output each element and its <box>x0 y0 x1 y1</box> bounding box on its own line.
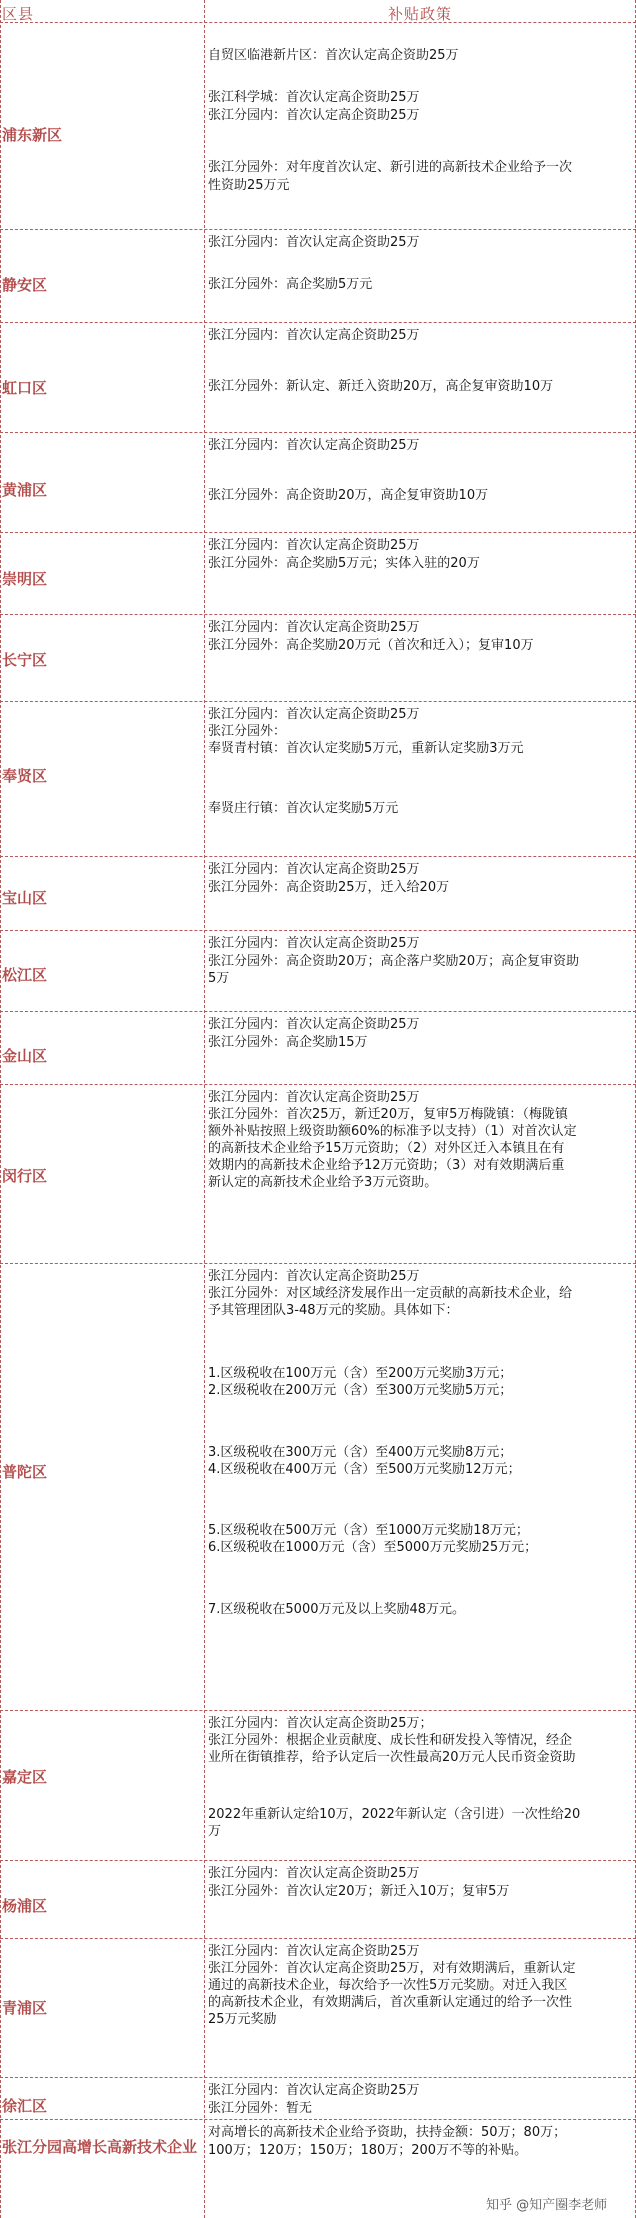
header-policy: 补贴政策 <box>388 5 453 23</box>
policy-line: 5万 <box>208 971 230 986</box>
table-row <box>0 1939 636 2078</box>
table-row <box>0 2078 636 2120</box>
district-name: 长宁区 <box>2 651 48 669</box>
district-name: 奉贤区 <box>2 767 48 785</box>
table-row <box>0 857 636 931</box>
policy-line: 张江分园内：首次认定高企资助25万 <box>208 2083 420 2098</box>
policy-line: 张江分园外：首次认定20万；新迁入10万；复审5万 <box>208 1884 510 1899</box>
policy-line: 7.区级税收在5000万元及以上奖励48万元。 <box>208 1602 466 1617</box>
table-row <box>0 433 636 533</box>
policy-line: 的高新技术企业，有效期满后，首次重新认定通过的给予一次性 <box>208 1995 573 2010</box>
district-name: 嘉定区 <box>2 1768 48 1786</box>
policy-line: 奉贤青村镇：首次认定奖励5万元，重新认定奖励3万元 <box>208 741 524 756</box>
policy-line: 奉贤庄行镇：首次认定奖励5万元 <box>208 801 399 816</box>
table-row <box>0 533 636 615</box>
district-name: 金山区 <box>2 1047 48 1065</box>
policy-line: 2.区级税收在200万元（含）至300万元奖励5万元； <box>208 1383 513 1398</box>
policy-line: 张江分园内：首次认定高企资助25万 <box>208 108 420 123</box>
policy-line: 张江分园外：高企奖励20万元（首次和迁入）；复审10万 <box>208 638 534 653</box>
policy-line: 新认定的高新技术企业给予3万元资助。 <box>208 1175 438 1190</box>
table-row <box>0 1711 636 1861</box>
policy-line: 予其管理团队3-48万元的奖励。具体如下： <box>208 1303 459 1318</box>
header-district: 区县 <box>2 5 35 23</box>
district-name: 松江区 <box>2 966 48 984</box>
column-divider <box>204 0 205 2218</box>
district-name: 张江分园高增长高新技术企业 <box>2 2138 198 2156</box>
policy-line: 张江分园内：首次认定高企资助25万 <box>208 707 420 722</box>
policy-line: 张江分园内：首次认定高企资助25万 <box>208 1269 420 1284</box>
policy-line: 张江分园内：首次认定高企资助25万 <box>208 438 420 453</box>
policy-line: 3.区级税收在300万元（含）至400万元奖励8万元； <box>208 1445 513 1460</box>
policy-line: 张江分园内：首次认定高企资助25万 <box>208 328 420 343</box>
table-row <box>0 22 636 230</box>
policy-line: 万 <box>208 1824 222 1839</box>
policy-line: 张江分园外：高企资助20万，高企复审资助10万 <box>208 488 489 503</box>
policy-line: 张江分园外：首次认定高企资助25万，对有效期满后，重新认定 <box>208 1961 576 1976</box>
policy-line: 张江分园外：根据企业贡献度、成长性和研发投入等情况，经企 <box>208 1733 573 1748</box>
district-name: 徐汇区 <box>2 2097 48 2115</box>
district-name: 崇明区 <box>2 570 48 588</box>
policy-line: 张江分园内：首次认定高企资助25万 <box>208 235 420 250</box>
district-name: 静安区 <box>2 276 48 294</box>
policy-line: 张江科学城：首次认定高企资助25万 <box>208 90 420 105</box>
table-row <box>0 1085 636 1264</box>
policy-line: 张江分园内：首次认定高企资助25万 <box>208 1090 420 1105</box>
policy-line: 张江分园外：高企奖励5万元 <box>208 277 373 292</box>
policy-line: 张江分园外：暂无 <box>208 2101 313 2116</box>
policy-line: 张江分园内：首次认定高企资助25万 <box>208 538 420 553</box>
policy-line: 自贸区临港新片区：首次认定高企资助25万 <box>208 48 459 63</box>
policy-line: 效期内的高新技术企业给予12万元资助；（3）对有效期满后重 <box>208 1158 565 1173</box>
policy-line: 张江分园外：高企奖励5万元；实体入驻的20万 <box>208 556 480 571</box>
policy-line: 性资助25万元 <box>208 178 290 193</box>
policy-line: 1.区级税收在100万元（含）至200万元奖励3万元； <box>208 1366 513 1381</box>
policy-line: 4.区级税收在400万元（含）至500万元奖励12万元； <box>208 1462 521 1477</box>
policy-line: 张江分园外：首次25万，新迁20万，复审5万梅陇镇：（梅陇镇 <box>208 1107 568 1122</box>
policy-line: 张江分园外：高企奖励15万 <box>208 1035 368 1050</box>
policy-line: 张江分园内：首次认定高企资助25万 <box>208 620 420 635</box>
policy-line: 5.区级税收在500万元（含）至1000万元奖励18万元； <box>208 1523 529 1538</box>
district-name: 杨浦区 <box>2 1897 48 1915</box>
policy-line: 通过的高新技术企业，每次给予一次性5万元奖励。对迁入我区 <box>208 1978 568 1993</box>
policy-line: 张江分园内：首次认定高企资助25万 <box>208 1944 420 1959</box>
policy-line: 额外补贴按照上级资助额60%的标准予以支持）（1）对首次认定 <box>208 1124 577 1139</box>
policy-line: 业所在街镇推荐，给予认定后一次性最高20万元人民币资金资助 <box>208 1750 576 1765</box>
policy-line: 张江分园外：高企资助20万；高企落户奖励20万；高企复审资助 <box>208 954 580 969</box>
policy-line: 张江分园内：首次认定高企资助25万 <box>208 1866 420 1881</box>
policy-line: 对高增长的高新技术企业给予资助，扶持金额：50万；80万； <box>208 2125 567 2140</box>
policy-line: 张江分园内：首次认定高企资助25万； <box>208 1716 433 1731</box>
policy-line: 张江分园内：首次认定高企资助25万 <box>208 862 420 877</box>
policy-line: 张江分园外：高企资助25万，迁入给20万 <box>208 880 450 895</box>
district-name: 闵行区 <box>2 1167 48 1185</box>
table-row <box>0 230 636 323</box>
district-name: 宝山区 <box>2 889 48 907</box>
table-header <box>0 0 636 23</box>
table-row <box>0 323 636 433</box>
table-border-left <box>0 0 1 2218</box>
policy-line: 张江分园内：首次认定高企资助25万 <box>208 936 420 951</box>
policy-line: 张江分园外：新认定、新迁入资助20万，高企复审资助10万 <box>208 379 554 394</box>
policy-line: 6.区级税收在1000万元（含）至5000万元奖励25万元； <box>208 1540 538 1555</box>
district-name: 虹口区 <box>2 379 48 397</box>
table-row <box>0 1264 636 1711</box>
policy-line: 张江分园外： <box>208 724 287 739</box>
district-name: 黄浦区 <box>2 481 48 499</box>
district-name: 浦东新区 <box>2 126 63 144</box>
policy-line: 的高新技术企业给予15万元资助；（2）对外区迁入本镇且在有 <box>208 1141 565 1156</box>
table-row <box>0 702 636 857</box>
policy-line: 张江分园内：首次认定高企资助25万 <box>208 1017 420 1032</box>
table-row <box>0 931 636 1012</box>
policy-line: 张江分园外：对区域经济发展作出一定贡献的高新技术企业，给 <box>208 1286 573 1301</box>
table-row <box>0 615 636 702</box>
policy-line: 100万；120万；150万；180万；200万不等的补贴。 <box>208 2143 528 2158</box>
policy-line: 张江分园外：对年度首次认定、新引进的高新技术企业给予一次 <box>208 160 573 175</box>
watermark: 知乎 @知产圈李老师 <box>486 2198 608 2213</box>
district-name: 青浦区 <box>2 1999 48 2017</box>
policy-line: 2022年重新认定给10万，2022年新认定（含引进）一次性给20 <box>208 1807 581 1822</box>
table-row <box>0 1861 636 1939</box>
table-row <box>0 1012 636 1085</box>
district-name: 普陀区 <box>2 1463 48 1481</box>
policy-line: 25万元奖励 <box>208 2012 277 2027</box>
